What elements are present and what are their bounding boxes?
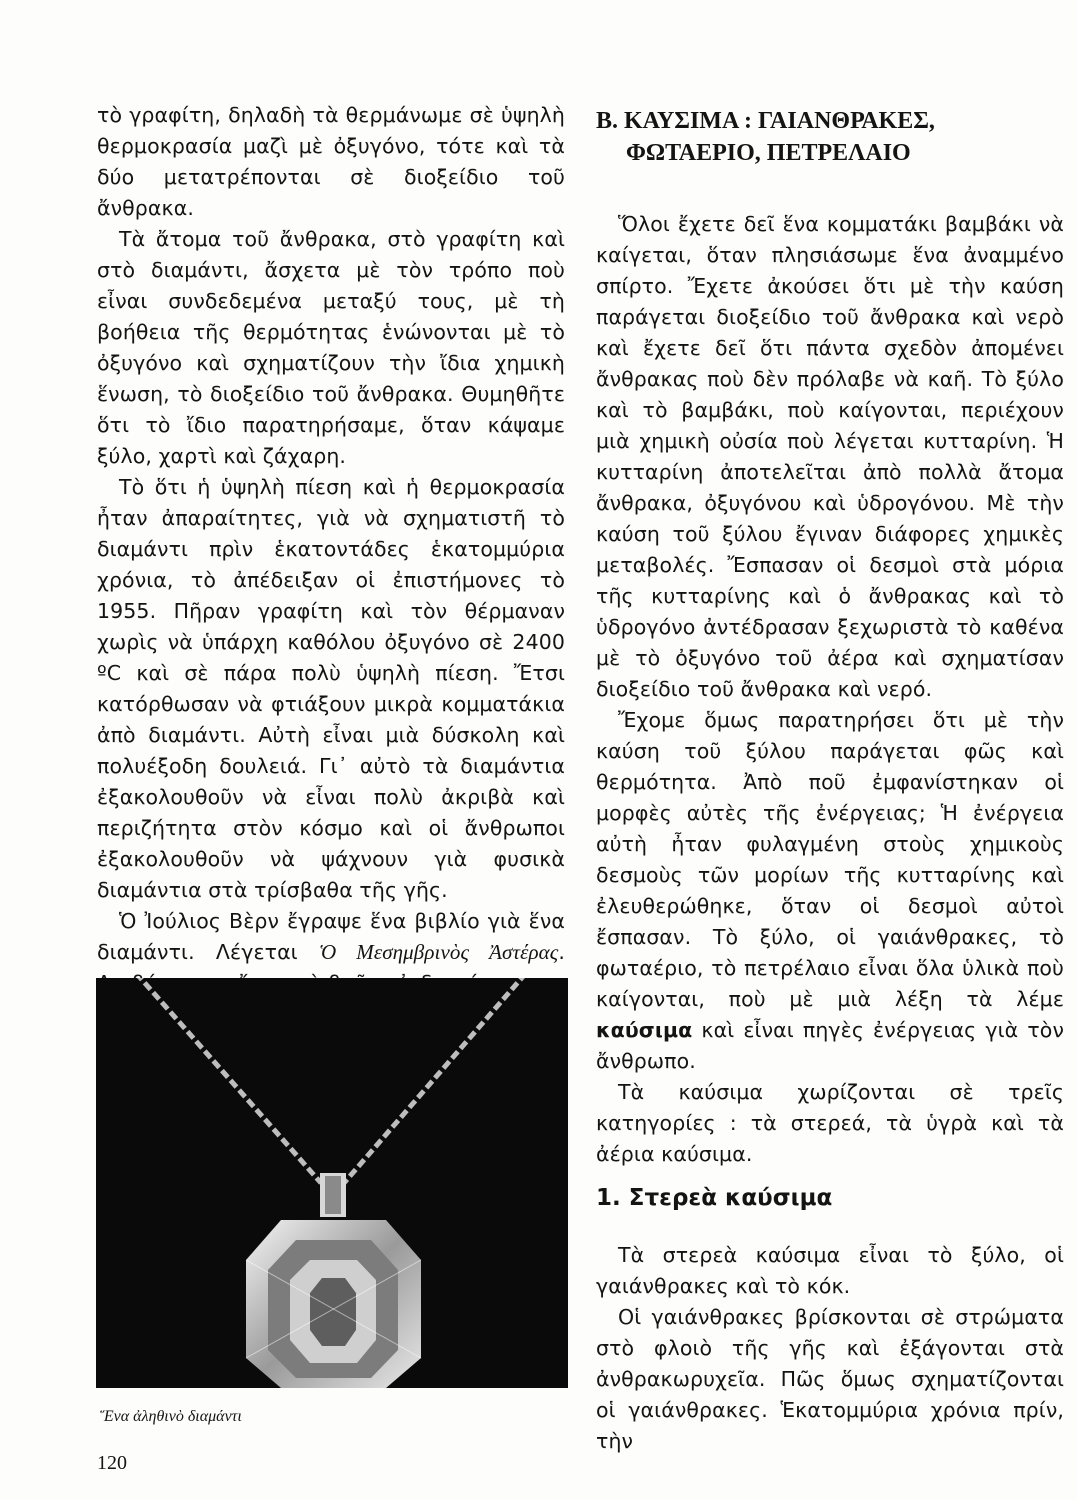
section-title-line1: Β. ΚΑΥΣΙΜΑ : ΓΑΙΑΝΘΡΑΚΕΣ, [596,108,935,134]
left-column [97,100,565,999]
paragraph: Τὰ καύσιμα χωρίζονται σὲ τρεῖς κατηγορίες : τὰ στερεά, τὰ ὑγρὰ καὶ τὰ ἀέρια καύσιμα. [596,1080,1064,1166]
diamond-photo [96,978,568,1388]
keyword-fuels: καύσιμα [596,1018,693,1042]
section-title [596,105,1064,169]
paragraph: Ὅλοι ἔχετε δεῖ ἕνα κομματάκι βαμβάκι νὰ καίγεται, ὅταν πλησιάσωμε ἕνα ἀναμμένο σπίρτο. Ἔχετε ἀκούσει ὅτι μὲ τὴν καύση παράγεται διοξείδιο τοῦ ἄνθρακα καὶ νερὸ καὶ ἔχετε δεῖ ὅτι πάντα σχεδὸν ἀπομένει ἄνθρακας ποὺ δὲν πρόλαβε νὰ καῆ. Τὸ ξύλο καὶ τὸ βαμβάκι, ποὺ καίγονται, περιέχουν μιὰ χημικὴ οὐσία ποὺ λέγεται κυτταρίνη. Ἡ κυτταρίνη ἀποτελεῖται ἀπὸ πολλὰ ἄτομα ἄνθρακα, ὀξυγόνου καὶ ὑδρογόνου. Μὲ τὴν καύση τοῦ ξύλου ἔγιναν διάφορες χημικὲς μεταβολές. Ἔσπασαν οἱ δεσμοὶ στὰ μόρια τῆς κυτταρίνης καὶ ὁ ἄνθρακας καὶ τὸ ὑδρογόνο ἀντέδρασαν ξεχωριστὰ τὸ καθένα μὲ τὸ ὀξυγόνο τοῦ ἀέρα καὶ σχηματίσαν διοξείδιο τοῦ ἄνθρακα καὶ νερό. [596,212,1064,701]
paragraph: Οἱ γαιάνθρακες βρίσκονται σὲ στρώματα στὸ φλοιὸ τῆς γῆς καὶ ἐξάγονται στὰ ἀνθρακωρυχεῖα. Πῶς ὅμως σχηματίζονται οἱ γαιάνθρακες. Ἑκατομμύρια χρόνια πρίν, τὴν [596,1305,1064,1453]
verne-text-end: . [558,940,565,964]
book-title: Ὁ Μεσημβρινὸς Ἀστέρας [318,940,559,964]
paragraph: τὸ γραφίτη, δηλαδὴ τὰ θερμάνωμε σὲ ὑψηλὴ θερμοκρασία μαζὶ μὲ ὀξυγόνο, τότε καὶ τὰ δύο μετατρέπονται σὲ διοξείδιο τοῦ ἄνθρακα. [97,103,565,220]
text: καὶ εἶναι πηγὲς ἐνέργειας γιὰ τὸν ἄνθρωπο. [596,1018,1064,1073]
paragraph: Τὰ στερεὰ καύσιμα εἶναι τὸ ξύλο, οἱ γαιάνθρακες καὶ τὸ κόκ. [596,1243,1064,1298]
photo-caption: Ἕνα ἀληθινὸ διαμάντι [100,1408,242,1425]
text: Ἔχομε ὅμως παρατηρήσει ὅτι μὲ τὴν καύση τοῦ ξύλου παράγεται φῶς καὶ θερμότητα. Ἀπὸ ποῦ ἐμφανίστηκαν οἱ μορφὲς αὐτὲς τῆς ἐνέργειας; Ἡ ἐνέργεια αὐτὴ ἦταν φυλαγμένη στοὺς χημικοὺς δεσμοὺς τῶν μορίων τῆς κυτταρίνης καὶ ἐλευθερώθηκε, ὅταν οἱ δεσμοὶ αὐτοὶ ἔσπασαν. Τὸ ξύλο, οἱ γαιάνθρακες, τὸ φωταέριο, τὸ πετρέλαιο εἶναι ὅλα ὑλικὰ ποὺ καίγονται, ποὺ μὲ μιὰ λέξη τὰ λέμε [596,708,1064,1011]
paragraph: Τὸ ὅτι ἡ ὑψηλὴ πίεση καὶ ἡ θερμοκρασία ἦταν ἀπαραίτητες, γιὰ νὰ σχηματιστῆ τὸ διαμάντι πρὶν ἑκατοντάδες ἑκατομμύρια χρόνια, τὸ ἀπέδειξαν οἱ ἐπιστήμονες τὸ 1955. Πῆραν γραφίτη καὶ τὸν θέρμαναν χωρὶς νὰ ὑπάρχη καθόλου ὀξυγόνο σὲ 2400 ºC καὶ σὲ πάρα πολὺ ὑψηλὴ πίεση. Ἔτσι κατόρθωσαν νὰ φτιάξουν μικρὰ κομματάκια ἀπὸ διαμάντι. Αὐτὴ εἶναι μιὰ δύσκολη καὶ πολυέξοδη δουλειά. Γι᾽ αὐτὸ τὰ διαμάντια ἐξακολουθοῦν νὰ εἶναι πολὺ ἀκριβὰ καὶ περιζήτητα στὸν κόσμο καὶ οἱ ἄνθρωποι ἐξακολουθοῦν νὰ ψάχνουν γιὰ φυσικὰ διαμάντια στὰ τρίσβαθα τῆς γῆς. [97,475,565,902]
page-number: 120 [97,1452,127,1474]
right-column [596,100,1064,1170]
verne-text-start: Ὁ Ἰούλιος Βὲρν ἔγραψε ἕνα βιβλίο γιὰ ἕνα διαμάντι. Λέγεται [97,909,565,964]
paragraph: Τὰ ἄτομα τοῦ ἄνθρακα, στὸ γραφίτη καὶ στὸ διαμάντι, ἄσχετα μὲ τὸν τρόπο ποὺ εἶναι συνδεδεμένα μεταξύ τους, μὲ τὴ βοήθεια τῆς θερμότητας ἑνώνονται μὲ τὸ ὀξυγόνο καὶ σχηματίζουν τὴν ἴδια χημικὴ ἕνωση, τὸ διοξείδιο τοῦ ἄνθρακα. Θυμηθῆτε ὅτι τὸ ἴδιο παρατηρήσαμε, ὅταν κάψαμε ξύλο, χαρτὶ καὶ ζάχαρη. [97,227,565,468]
paragraph-fuels [596,705,1064,1077]
diamond-pendant-illustration [96,978,568,1388]
section-title-line2: ΦΩΤΑΕΡΙΟ, ΠΕΤΡΕΛΑΙΟ [626,140,911,166]
subsection-body [596,1240,1064,1457]
subsection-title: 1. Στερεὰ καύσιμα [596,1185,833,1211]
